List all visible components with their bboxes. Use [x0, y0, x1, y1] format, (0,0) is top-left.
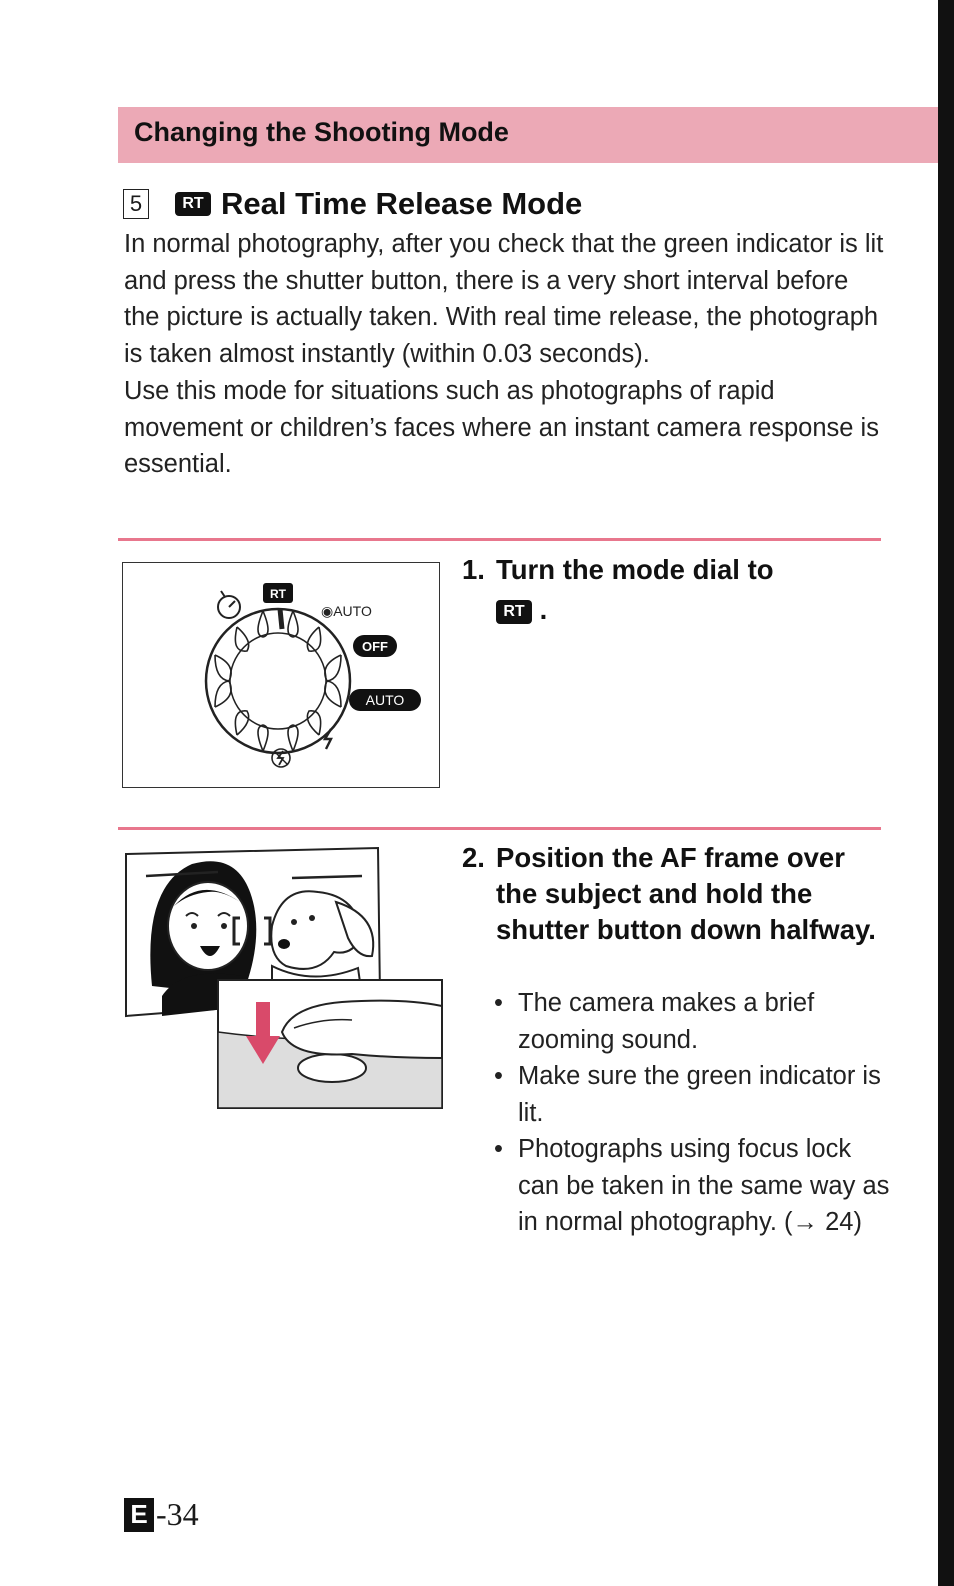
- dial-label-off: OFF: [362, 639, 388, 654]
- step-1-text: Turn the mode dial to: [496, 554, 774, 585]
- step-2-text: Position the AF frame over the subject and hold the shutter button down halfway.: [496, 842, 876, 945]
- divider-rule-1: [118, 538, 881, 541]
- step-1: [462, 552, 774, 628]
- mode-dial-drawing: [123, 563, 439, 787]
- intro-text: [124, 226, 884, 483]
- section-header-bar: [118, 107, 938, 163]
- language-badge: E: [124, 1498, 154, 1532]
- step-2: [462, 840, 892, 948]
- intro-paragraph-1: In normal photography, after you check that the green indicator is lit and press the shutter button, there is a very short interval before the picture is actually taken. With real time release, the photograph is taken almost instantly (within 0.03 seconds).: [124, 230, 884, 369]
- subject-and-shutter-drawing: [122, 846, 444, 1110]
- shutter-halfway-illustration: [122, 846, 444, 1110]
- list-item: • Photographs using focus lock can be taken in the same way as in normal photography. (→ 24): [494, 1135, 890, 1236]
- dial-label-auto: AUTO: [365, 692, 405, 708]
- heading-number-box: 5: [123, 189, 149, 219]
- step-2-number: 2.: [462, 842, 485, 873]
- list-item: • Make sure the green indicator is lit.: [494, 1062, 881, 1127]
- step-1-suffix: .: [539, 594, 548, 625]
- divider-rule-2: [118, 827, 881, 830]
- mode-heading: [123, 184, 582, 224]
- rt-mode-icon: RT: [175, 192, 211, 216]
- dial-label-redeye-auto: ◉AUTO: [321, 603, 372, 619]
- step-1-number: 1.: [462, 554, 485, 585]
- section-title: Changing the Shooting Mode: [134, 117, 509, 147]
- page-edge: [938, 0, 954, 1586]
- list-item: • The camera makes a brief zooming sound.: [494, 989, 815, 1054]
- page-number-text: -34: [156, 1496, 199, 1532]
- mode-dial-illustration: [122, 562, 440, 788]
- step-2-bullets: [494, 985, 894, 1241]
- rt-mode-icon-step: RT: [496, 600, 532, 624]
- heading-title: Real Time Release Mode: [221, 186, 583, 221]
- dial-label-rt: RT: [270, 587, 286, 601]
- self-timer-icon: [218, 591, 240, 618]
- page-number: [124, 1496, 199, 1533]
- intro-paragraph-2: Use this mode for situations such as photographs of rapid movement or children’s faces where an instant camera response is essential.: [124, 376, 879, 479]
